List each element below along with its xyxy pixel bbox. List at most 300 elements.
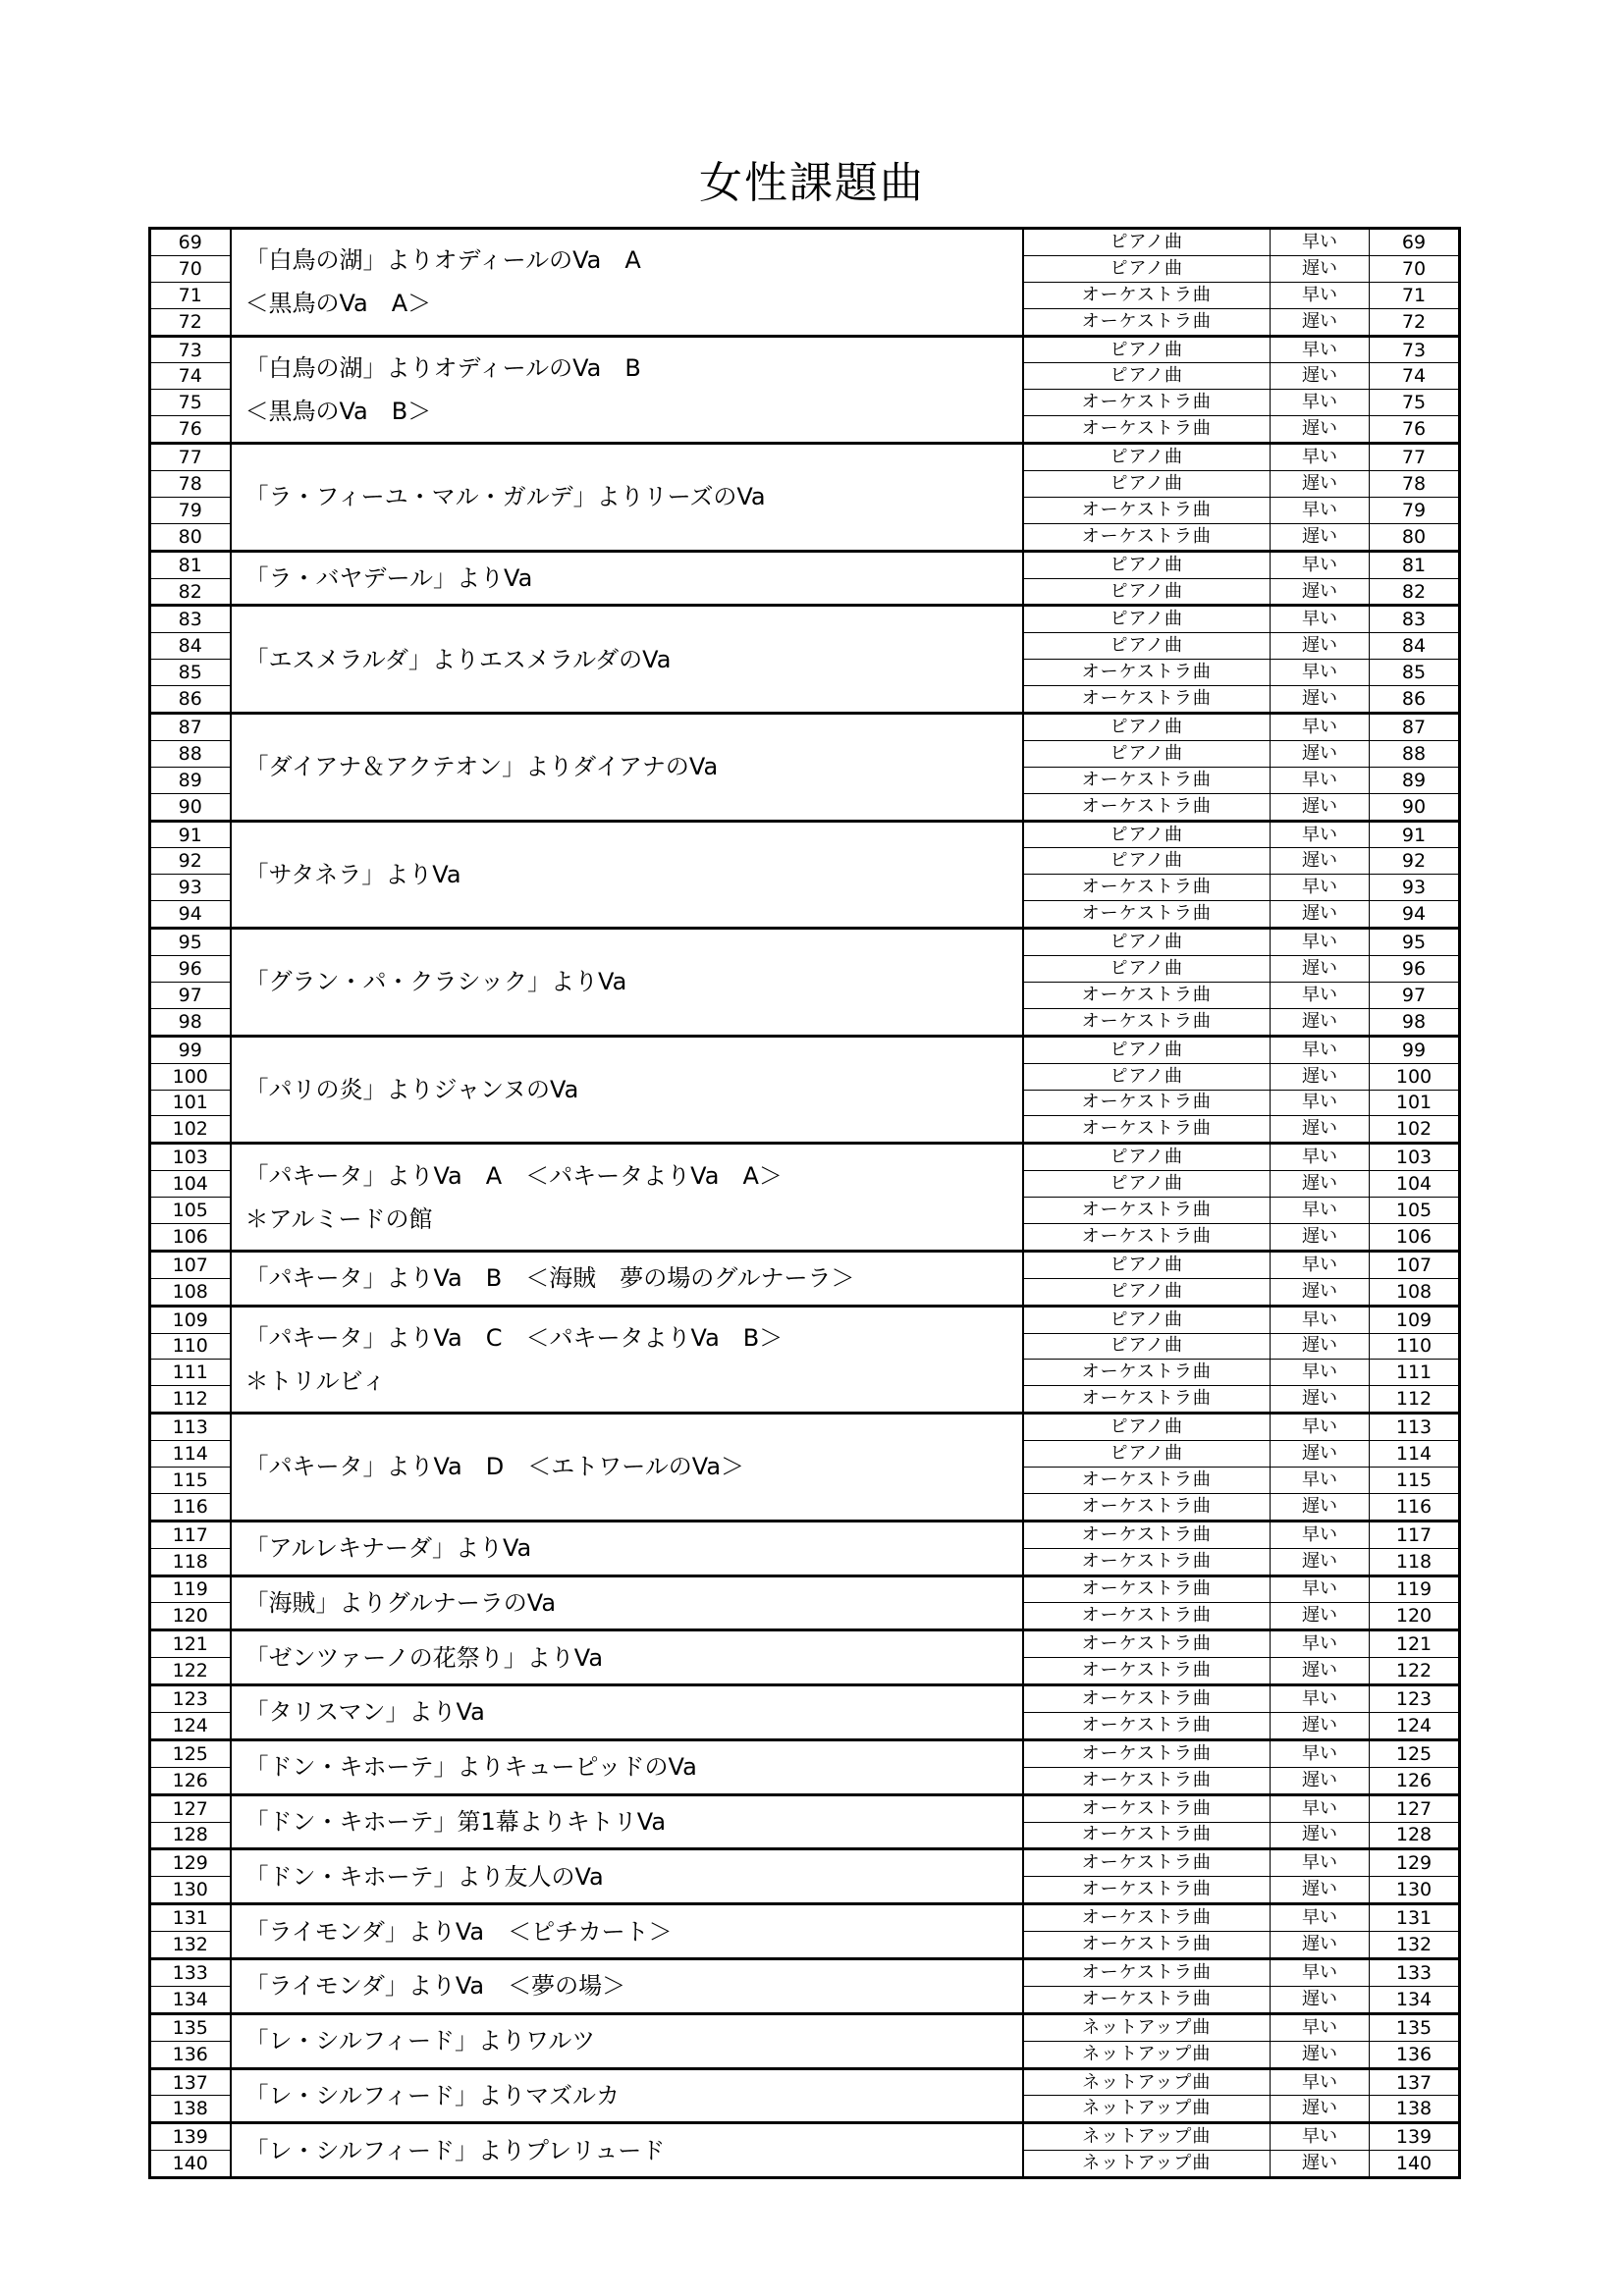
track-number: 119 — [1370, 1575, 1460, 1603]
song-title-cell — [231, 2123, 1023, 2178]
song-number: 107 — [150, 1251, 231, 1278]
song-subtitle: ＊アルミードの館 — [244, 1204, 433, 1233]
track-number: 79 — [1370, 497, 1460, 523]
music-type: ピアノ曲 — [1023, 1063, 1271, 1090]
song-number: 87 — [150, 714, 231, 741]
song-number: 105 — [150, 1198, 231, 1224]
tempo: 遅い — [1271, 1278, 1370, 1306]
song-number: 80 — [150, 523, 231, 551]
song-number: 101 — [150, 1090, 231, 1116]
song-number: 98 — [150, 1008, 231, 1036]
song-number: 117 — [150, 1521, 231, 1548]
track-number: 78 — [1370, 471, 1460, 498]
track-number: 120 — [1370, 1603, 1460, 1630]
track-number: 101 — [1370, 1090, 1460, 1116]
table-row — [150, 444, 1460, 471]
music-type: オーケストラ曲 — [1023, 1521, 1271, 1548]
track-number: 134 — [1370, 1986, 1460, 2013]
music-type: オーケストラ曲 — [1023, 1630, 1271, 1658]
tempo: 遅い — [1271, 255, 1370, 282]
song-number: 84 — [150, 633, 231, 660]
track-number: 113 — [1370, 1414, 1460, 1441]
song-title: 「ラ・バヤデール」よりVa — [244, 564, 533, 593]
song-title: 「ドン・キホーテ」よりキューピッドのVa — [244, 1753, 697, 1782]
song-number: 86 — [150, 686, 231, 714]
tempo: 遅い — [1271, 2041, 1370, 2068]
song-number: 93 — [150, 875, 231, 901]
song-number: 129 — [150, 1849, 231, 1877]
tempo: 早い — [1271, 2068, 1370, 2096]
table-row — [150, 551, 1460, 578]
song-title-cell — [231, 1251, 1023, 1306]
track-number: 97 — [1370, 982, 1460, 1008]
track-number: 80 — [1370, 523, 1460, 551]
music-type: オーケストラ曲 — [1023, 282, 1271, 308]
tempo: 早い — [1271, 1144, 1370, 1171]
song-number: 114 — [150, 1441, 231, 1468]
song-number: 78 — [150, 471, 231, 498]
song-number: 88 — [150, 740, 231, 767]
tempo: 遅い — [1271, 2096, 1370, 2123]
music-type: ピアノ曲 — [1023, 551, 1271, 578]
track-number: 73 — [1370, 336, 1460, 363]
music-type: ピアノ曲 — [1023, 1333, 1271, 1360]
music-type: ピアノ曲 — [1023, 1251, 1271, 1278]
song-title: 「パキータ」よりVa C ＜パキータよりVa B＞ — [244, 1323, 784, 1352]
tempo: 遅い — [1271, 2151, 1370, 2178]
track-number: 133 — [1370, 1959, 1460, 1987]
song-number: 75 — [150, 390, 231, 416]
tempo: 早い — [1271, 1959, 1370, 1987]
track-number: 123 — [1370, 1685, 1460, 1713]
track-number: 85 — [1370, 660, 1460, 686]
song-number: 92 — [150, 848, 231, 875]
song-number: 128 — [150, 1822, 231, 1849]
song-number: 132 — [150, 1932, 231, 1959]
track-number: 71 — [1370, 282, 1460, 308]
track-number: 136 — [1370, 2041, 1460, 2068]
song-title: 「レ・シルフィード」よりプレリュード — [244, 2136, 666, 2164]
song-number: 140 — [150, 2151, 231, 2178]
music-type: ピアノ曲 — [1023, 1414, 1271, 1441]
track-number: 84 — [1370, 633, 1460, 660]
track-number: 135 — [1370, 2013, 1460, 2041]
table-row — [150, 929, 1460, 956]
tempo: 早い — [1271, 767, 1370, 793]
track-number: 99 — [1370, 1036, 1460, 1063]
table-row — [150, 821, 1460, 848]
song-number: 120 — [150, 1603, 231, 1630]
music-type: ネットアップ曲 — [1023, 2041, 1271, 2068]
tempo: 早い — [1271, 551, 1370, 578]
tempo: 遅い — [1271, 956, 1370, 983]
song-title-cell — [231, 929, 1023, 1037]
track-number: 76 — [1370, 416, 1460, 444]
music-type: オーケストラ曲 — [1023, 1493, 1271, 1521]
song-title-cell — [231, 1739, 1023, 1794]
song-number: 83 — [150, 606, 231, 633]
tempo: 遅い — [1271, 363, 1370, 390]
tempo: 早い — [1271, 2013, 1370, 2041]
track-number: 108 — [1370, 1278, 1460, 1306]
music-type: オーケストラ曲 — [1023, 1090, 1271, 1116]
song-title: 「パキータ」よりVa D ＜エトワールのVa＞ — [244, 1453, 745, 1481]
track-number: 102 — [1370, 1116, 1460, 1144]
track-number: 77 — [1370, 444, 1460, 471]
song-number: 90 — [150, 793, 231, 821]
music-type: オーケストラ曲 — [1023, 1822, 1271, 1849]
table-row — [150, 1036, 1460, 1063]
music-type: ネットアップ曲 — [1023, 2013, 1271, 2041]
music-type: オーケストラ曲 — [1023, 901, 1271, 929]
song-title: 「パキータ」よりVa A ＜パキータよりVa A＞ — [244, 1161, 783, 1190]
song-number: 137 — [150, 2068, 231, 2096]
table-row — [150, 1144, 1460, 1171]
song-title-cell — [231, 1849, 1023, 1904]
song-title-cell — [231, 1630, 1023, 1685]
tempo: 遅い — [1271, 1603, 1370, 1630]
tempo: 遅い — [1271, 740, 1370, 767]
song-title-cell — [231, 336, 1023, 444]
music-type: オーケストラ曲 — [1023, 1712, 1271, 1739]
song-number: 135 — [150, 2013, 231, 2041]
track-number: 124 — [1370, 1712, 1460, 1739]
tempo: 遅い — [1271, 848, 1370, 875]
music-type: ピアノ曲 — [1023, 1278, 1271, 1306]
song-number: 138 — [150, 2096, 231, 2123]
song-title-cell — [231, 1306, 1023, 1414]
tempo: 遅い — [1271, 793, 1370, 821]
song-subtitle: ＊トリルビィ — [244, 1366, 387, 1395]
song-number: 110 — [150, 1333, 231, 1360]
music-type: オーケストラ曲 — [1023, 660, 1271, 686]
song-number: 125 — [150, 1739, 231, 1767]
tempo: 早い — [1271, 982, 1370, 1008]
tempo: 早い — [1271, 336, 1370, 363]
song-title: 「レ・シルフィード」よりワルツ — [244, 2027, 596, 2056]
song-title-cell — [231, 1521, 1023, 1575]
song-number: 81 — [150, 551, 231, 578]
track-number: 118 — [1370, 1548, 1460, 1575]
tempo: 早い — [1271, 2123, 1370, 2151]
music-type: ピアノ曲 — [1023, 740, 1271, 767]
music-type: オーケストラ曲 — [1023, 1877, 1271, 1904]
track-number: 81 — [1370, 551, 1460, 578]
tempo: 早い — [1271, 229, 1370, 256]
music-type: オーケストラ曲 — [1023, 767, 1271, 793]
track-number: 125 — [1370, 1739, 1460, 1767]
music-type: オーケストラ曲 — [1023, 1575, 1271, 1603]
track-number: 88 — [1370, 740, 1460, 767]
track-number: 106 — [1370, 1223, 1460, 1251]
music-type: オーケストラ曲 — [1023, 308, 1271, 336]
track-number: 91 — [1370, 821, 1460, 848]
tempo: 遅い — [1271, 1767, 1370, 1794]
tempo: 早い — [1271, 606, 1370, 633]
tempo: 早い — [1271, 1306, 1370, 1333]
music-type: オーケストラ曲 — [1023, 982, 1271, 1008]
music-type: ピアノ曲 — [1023, 714, 1271, 741]
track-number: 138 — [1370, 2096, 1460, 2123]
song-title-cell — [231, 444, 1023, 552]
music-type: オーケストラ曲 — [1023, 1116, 1271, 1144]
tempo: 早い — [1271, 1360, 1370, 1386]
music-type: ピアノ曲 — [1023, 363, 1271, 390]
track-number: 139 — [1370, 2123, 1460, 2151]
track-number: 107 — [1370, 1251, 1460, 1278]
track-number: 92 — [1370, 848, 1460, 875]
song-title: 「ラ・フィーユ・マル・ガルデ」よりリーズのVa — [244, 483, 766, 511]
song-title: 「レ・シルフィード」よりマズルカ — [244, 2081, 620, 2109]
track-number: 128 — [1370, 1822, 1460, 1849]
table-row — [150, 1849, 1460, 1877]
table-row — [150, 714, 1460, 741]
tempo: 遅い — [1271, 1658, 1370, 1685]
tempo: 遅い — [1271, 578, 1370, 606]
song-number: 95 — [150, 929, 231, 956]
track-number: 70 — [1370, 255, 1460, 282]
music-type: ピアノ曲 — [1023, 1441, 1271, 1468]
music-type: オーケストラ曲 — [1023, 1603, 1271, 1630]
song-number: 77 — [150, 444, 231, 471]
song-title-cell — [231, 1414, 1023, 1522]
tempo: 遅い — [1271, 1223, 1370, 1251]
tempo: 早い — [1271, 1794, 1370, 1822]
song-number: 89 — [150, 767, 231, 793]
song-title-cell — [231, 1575, 1023, 1630]
music-type: ピアノ曲 — [1023, 1306, 1271, 1333]
song-title: 「白鳥の湖」よりオディールのVa A — [244, 246, 641, 275]
song-title-cell — [231, 229, 1023, 337]
music-type: オーケストラ曲 — [1023, 1008, 1271, 1036]
track-number: 122 — [1370, 1658, 1460, 1685]
tempo: 早い — [1271, 821, 1370, 848]
music-type: オーケストラ曲 — [1023, 686, 1271, 714]
song-title: 「ライモンダ」よりVa ＜ピチカート＞ — [244, 1917, 673, 1946]
song-number: 99 — [150, 1036, 231, 1063]
track-number: 103 — [1370, 1144, 1460, 1171]
track-number: 115 — [1370, 1467, 1460, 1493]
music-type: オーケストラ曲 — [1023, 1685, 1271, 1713]
song-number: 136 — [150, 2041, 231, 2068]
song-title: 「サタネラ」よりVa — [244, 860, 461, 888]
tempo: 早い — [1271, 1685, 1370, 1713]
music-type: ピアノ曲 — [1023, 444, 1271, 471]
tempo: 早い — [1271, 1036, 1370, 1063]
tempo: 早い — [1271, 282, 1370, 308]
track-number: 74 — [1370, 363, 1460, 390]
song-title-cell — [231, 1685, 1023, 1740]
song-title: 「ダイアナ＆アクテオン」よりダイアナのVa — [244, 753, 719, 781]
track-number: 109 — [1370, 1306, 1460, 1333]
tempo: 遅い — [1271, 1986, 1370, 2013]
music-type: オーケストラ曲 — [1023, 1849, 1271, 1877]
track-number: 121 — [1370, 1630, 1460, 1658]
music-type: オーケストラ曲 — [1023, 497, 1271, 523]
song-number: 122 — [150, 1658, 231, 1685]
song-number: 127 — [150, 1794, 231, 1822]
song-number: 97 — [150, 982, 231, 1008]
track-number: 100 — [1370, 1063, 1460, 1090]
track-number: 110 — [1370, 1333, 1460, 1360]
song-title: 「エスメラルダ」よりエスメラルダのVa — [244, 645, 672, 673]
track-number: 126 — [1370, 1767, 1460, 1794]
track-number: 112 — [1370, 1386, 1460, 1414]
track-number: 83 — [1370, 606, 1460, 633]
music-type: ピアノ曲 — [1023, 633, 1271, 660]
music-type: オーケストラ曲 — [1023, 1959, 1271, 1987]
tempo: 遅い — [1271, 416, 1370, 444]
music-type: オーケストラ曲 — [1023, 1767, 1271, 1794]
track-number: 82 — [1370, 578, 1460, 606]
song-title-cell — [231, 2013, 1023, 2068]
song-number: 102 — [150, 1116, 231, 1144]
music-type: ピアノ曲 — [1023, 1036, 1271, 1063]
track-number: 131 — [1370, 1904, 1460, 1932]
music-type: オーケストラ曲 — [1023, 793, 1271, 821]
song-number: 116 — [150, 1493, 231, 1521]
track-number: 69 — [1370, 229, 1460, 256]
song-subtitle: ＜黒鳥のVa A＞ — [244, 290, 432, 318]
tempo: 遅い — [1271, 686, 1370, 714]
track-number: 117 — [1370, 1521, 1460, 1548]
tempo: 遅い — [1271, 1063, 1370, 1090]
tempo: 早い — [1271, 1630, 1370, 1658]
track-number: 90 — [1370, 793, 1460, 821]
table-row — [150, 1904, 1460, 1932]
song-number: 109 — [150, 1306, 231, 1333]
music-type: ピアノ曲 — [1023, 336, 1271, 363]
song-table — [148, 227, 1461, 2179]
tempo: 早い — [1271, 1090, 1370, 1116]
music-type: オーケストラ曲 — [1023, 1198, 1271, 1224]
music-type: オーケストラ曲 — [1023, 1360, 1271, 1386]
track-number: 95 — [1370, 929, 1460, 956]
tempo: 早い — [1271, 1739, 1370, 1767]
music-type: ネットアップ曲 — [1023, 2068, 1271, 2096]
song-table-body — [150, 229, 1460, 2178]
song-number: 113 — [150, 1414, 231, 1441]
track-number: 72 — [1370, 308, 1460, 336]
song-title: 「ゼンツァーノの花祭り」よりVa — [244, 1643, 604, 1672]
song-number: 74 — [150, 363, 231, 390]
song-number: 108 — [150, 1278, 231, 1306]
song-title: 「アルレキナーダ」よりVa — [244, 1534, 532, 1563]
song-number: 82 — [150, 578, 231, 606]
tempo: 遅い — [1271, 523, 1370, 551]
track-number: 105 — [1370, 1198, 1460, 1224]
tempo: 遅い — [1271, 1171, 1370, 1198]
song-number: 94 — [150, 901, 231, 929]
table-row — [150, 1959, 1460, 1987]
song-subtitle: ＜黒鳥のVa B＞ — [244, 397, 432, 425]
tempo: 遅い — [1271, 308, 1370, 336]
song-title-cell — [231, 551, 1023, 606]
music-type: オーケストラ曲 — [1023, 1223, 1271, 1251]
music-type: オーケストラ曲 — [1023, 1386, 1271, 1414]
tempo: 早い — [1271, 1575, 1370, 1603]
music-type: オーケストラ曲 — [1023, 1794, 1271, 1822]
tempo: 遅い — [1271, 901, 1370, 929]
song-number: 124 — [150, 1712, 231, 1739]
music-type: オーケストラ曲 — [1023, 523, 1271, 551]
table-row — [150, 1630, 1460, 1658]
track-number: 89 — [1370, 767, 1460, 793]
song-title: 「ドン・キホーテ」第1幕よりキトリVa — [244, 1808, 667, 1837]
music-type: オーケストラ曲 — [1023, 1932, 1271, 1959]
track-number: 129 — [1370, 1849, 1460, 1877]
tempo: 早い — [1271, 714, 1370, 741]
song-title-cell — [231, 714, 1023, 822]
song-title-cell — [231, 1904, 1023, 1959]
song-number: 111 — [150, 1360, 231, 1386]
song-number: 76 — [150, 416, 231, 444]
table-row — [150, 1739, 1460, 1767]
song-number: 70 — [150, 255, 231, 282]
music-type: オーケストラ曲 — [1023, 1658, 1271, 1685]
song-title: 「パリの炎」よりジャンヌのVa — [244, 1076, 579, 1103]
tempo: 早い — [1271, 1467, 1370, 1493]
song-title: 「タリスマン」よりVa — [244, 1698, 485, 1727]
tempo: 遅い — [1271, 1932, 1370, 1959]
track-number: 130 — [1370, 1877, 1460, 1904]
track-number: 137 — [1370, 2068, 1460, 2096]
tempo: 遅い — [1271, 633, 1370, 660]
song-number: 91 — [150, 821, 231, 848]
song-number: 106 — [150, 1223, 231, 1251]
table-row — [150, 1794, 1460, 1822]
music-type: ピアノ曲 — [1023, 578, 1271, 606]
song-number: 73 — [150, 336, 231, 363]
tempo: 早い — [1271, 444, 1370, 471]
music-type: オーケストラ曲 — [1023, 1986, 1271, 2013]
song-title: 「グラン・パ・クラシック」よりVa — [244, 968, 627, 996]
tempo: 遅い — [1271, 1822, 1370, 1849]
song-number: 72 — [150, 308, 231, 336]
tempo: 遅い — [1271, 1386, 1370, 1414]
tempo: 遅い — [1271, 1877, 1370, 1904]
song-number: 123 — [150, 1685, 231, 1713]
song-title-cell — [231, 1959, 1023, 2014]
tempo: 遅い — [1271, 1493, 1370, 1521]
song-title-cell — [231, 1036, 1023, 1144]
song-title: 「ライモンダ」よりVa ＜夢の場＞ — [244, 1972, 626, 2001]
song-title: 「海賊」よりグルナーラのVa — [244, 1588, 557, 1617]
track-number: 98 — [1370, 1008, 1460, 1036]
track-number: 86 — [1370, 686, 1460, 714]
music-type: ピアノ曲 — [1023, 1144, 1271, 1171]
song-number: 134 — [150, 1986, 231, 2013]
tempo: 早い — [1271, 875, 1370, 901]
song-title: 「ドン・キホーテ」より友人のVa — [244, 1862, 604, 1891]
music-type: オーケストラ曲 — [1023, 390, 1271, 416]
tempo: 遅い — [1271, 1548, 1370, 1575]
music-type: オーケストラ曲 — [1023, 416, 1271, 444]
song-number: 85 — [150, 660, 231, 686]
tempo: 早い — [1271, 929, 1370, 956]
tempo: 遅い — [1271, 1008, 1370, 1036]
music-type: ピアノ曲 — [1023, 471, 1271, 498]
song-title-cell — [231, 606, 1023, 714]
table-row — [150, 1521, 1460, 1548]
track-number: 114 — [1370, 1441, 1460, 1468]
track-number: 75 — [1370, 390, 1460, 416]
music-type: オーケストラ曲 — [1023, 1739, 1271, 1767]
table-row — [150, 1575, 1460, 1603]
song-number: 133 — [150, 1959, 231, 1987]
song-number: 71 — [150, 282, 231, 308]
table-row — [150, 1685, 1460, 1713]
